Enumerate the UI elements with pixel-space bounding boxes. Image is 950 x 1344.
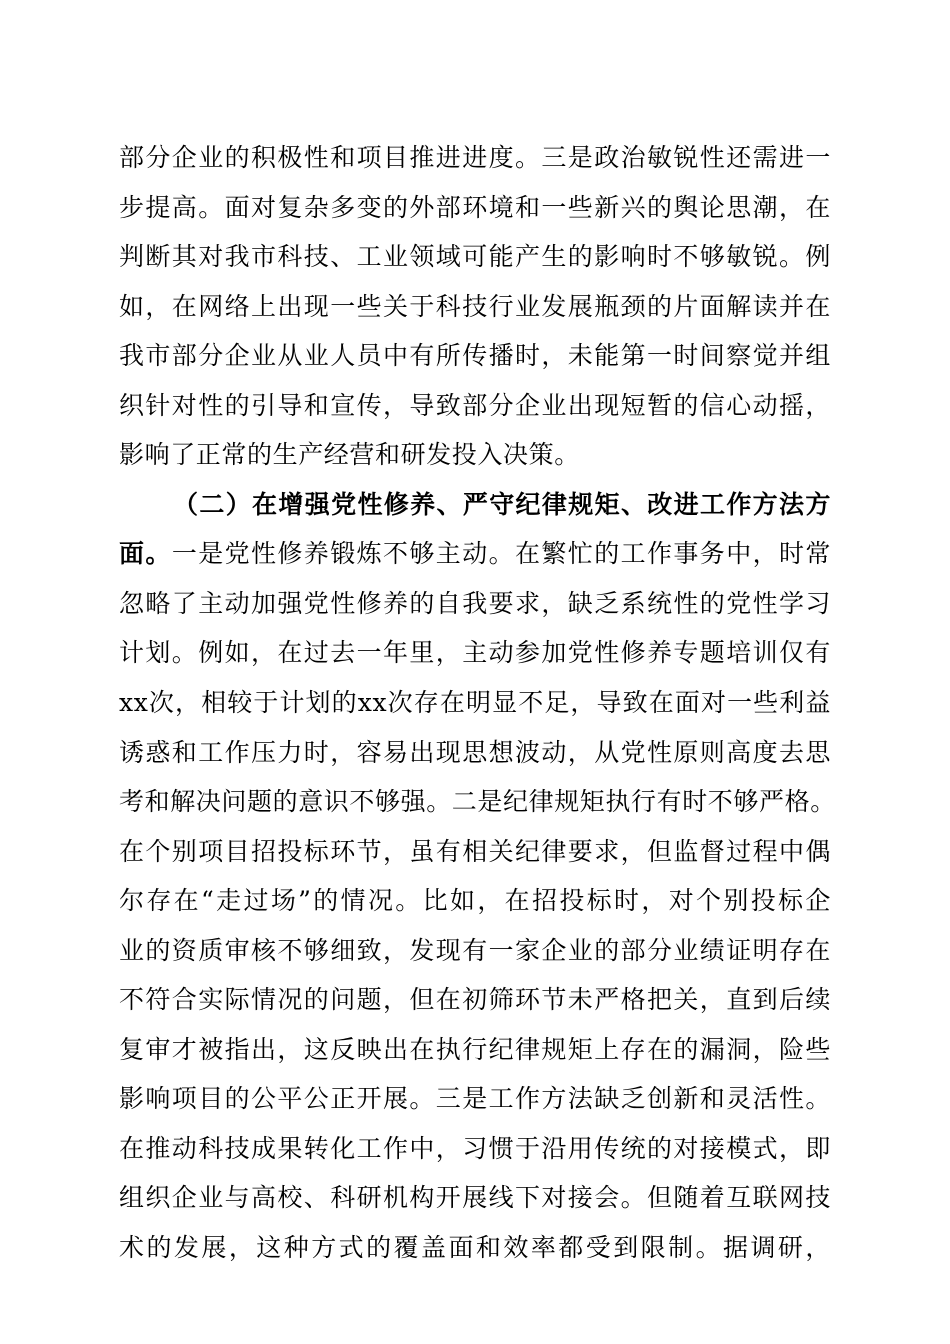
- text-line: 在推动科技成果转化工作中，习惯于沿用传统的对接模式，即: [119, 1133, 831, 1163]
- text-line: 织针对性的引导和宣传，导致部分企业出现短暂的信心动摇，: [119, 390, 831, 420]
- text-line: 判断其对我市科技、工业领域可能产生的影响时不够敏锐。例: [119, 242, 831, 272]
- text-line: 计划。例如，在过去一年里，主动参加党性修养专题培训仅有: [119, 638, 831, 668]
- text-line: 业的资质审核不够细致，发现有一家企业的部分业绩证明存在: [119, 935, 831, 965]
- paragraph-1: [119, 133, 831, 480]
- text-line: 术的发展，这种方式的覆盖面和效率都受到限制。据调研，: [119, 1233, 831, 1263]
- text-line: 诱惑和工作压力时，容易出现思想波动，从党性原则高度去思: [119, 737, 831, 767]
- text-line: 不符合实际情况的问题，但在初筛环节未严格把关，直到后续: [119, 985, 831, 1015]
- document-page: [119, 133, 836, 1273]
- text-line: 在个别项目招投标环节，虽有相关纪律要求，但监督过程中偶: [119, 836, 831, 866]
- text-line: 组织企业与高校、科研机构开展线下对接会。但随着互联网技: [119, 1183, 831, 1213]
- section-heading-end: 面。: [119, 539, 172, 569]
- text-line: xx次，相较于计划的xx次存在明显不足，导致在面对一些利益: [119, 688, 831, 718]
- text-line: 部分企业的积极性和项目推进进度。三是政治敏锐性还需进一: [119, 143, 831, 172]
- text-line: 影响了正常的生产经营和研发投入决策。: [119, 440, 580, 470]
- text-line: 考和解决问题的意识不够强。二是纪律规矩执行有时不够严格。: [119, 787, 836, 817]
- text-line-rest: 一是党性修养锻炼不够主动。在繁忙的工作事务中，时常: [171, 539, 831, 569]
- text-line: 我市部分企业从业人员中有所传播时，未能第一时间察觉并组: [119, 341, 831, 371]
- section-heading: （二）在增强党性修养、严守纪律规矩、改进工作方法方: [173, 489, 831, 519]
- text-line: 忽略了主动加强党性修养的自我要求，缺乏系统性的党性学习: [119, 588, 831, 618]
- text-line: 复审才被指出，这反映出在执行纪律规矩上存在的漏洞，险些: [119, 1034, 831, 1064]
- text-line: 尔存在“走过场”的情况。比如，在招投标时，对个别投标企: [119, 886, 831, 916]
- text-line: 影响项目的公平公正开展。三是工作方法缺乏创新和灵活性。: [119, 1084, 831, 1114]
- text-line: [119, 529, 831, 579]
- text-line: 步提高。面对复杂多变的外部环境和一些新兴的舆论思潮，在: [119, 192, 831, 222]
- text-line: 如，在网络上出现一些关于科技行业发展瓶颈的片面解读并在: [119, 291, 831, 321]
- paragraph-2: [119, 480, 836, 1273]
